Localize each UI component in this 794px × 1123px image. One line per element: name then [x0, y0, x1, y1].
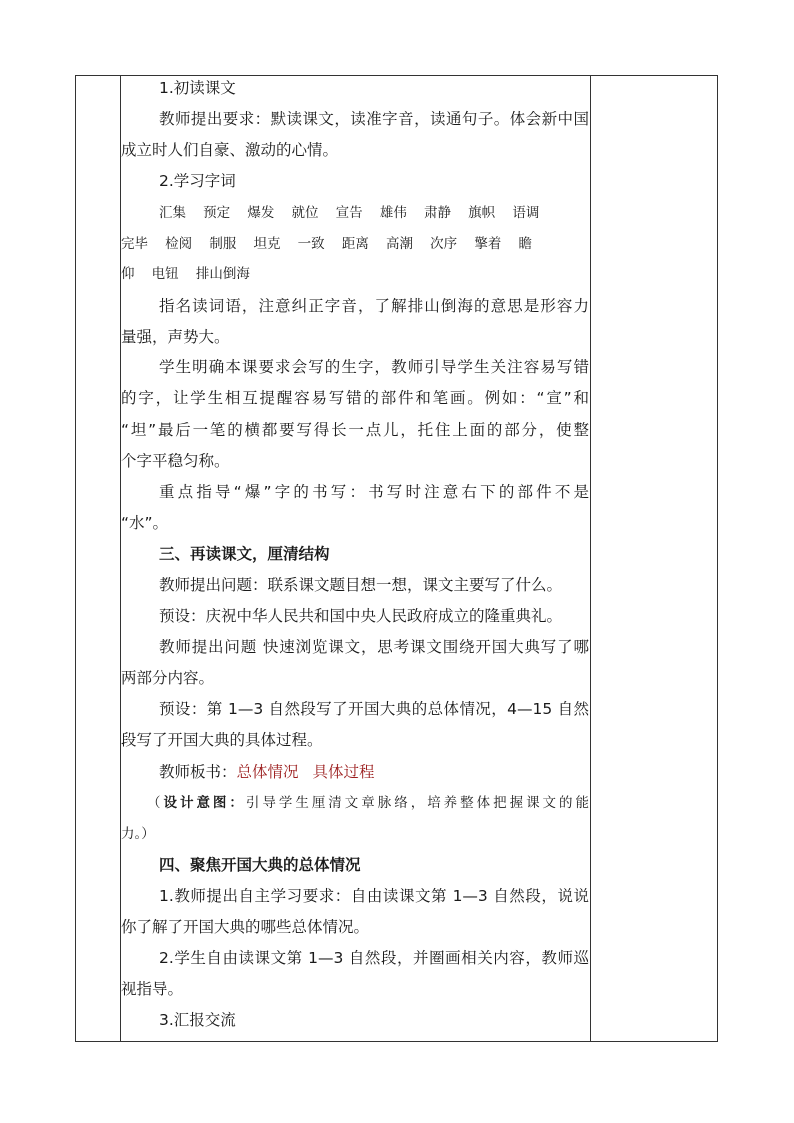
design-note-line: 力。）: [121, 826, 155, 842]
design-intent-label: 设计意图: [163, 795, 230, 811]
design-intent-text: 引导学生厘清文章脉络，培养整体把握课文的能: [245, 795, 590, 811]
design-intent-colon: ：: [229, 795, 246, 811]
board-item: 具体过程: [312, 763, 375, 781]
step-line: 2.学生自由读课文第 1—3 自然段，并圈画相关内容，教师巡: [159, 949, 589, 967]
vocabulary-row: 仰 电钮 排山倒海: [121, 266, 250, 282]
section-heading-first-reading: 1.初读课文: [159, 79, 236, 97]
vocabulary-row: 完毕 检阅 制服 坦克 一致 距离 高潮 次序 擎着 瞻: [121, 236, 532, 252]
board-writing-line: [121, 762, 589, 782]
paragraph-line: “坦”最后一笔的横都要写得长一点儿，托住上面的部分，使整: [121, 421, 589, 439]
paragraph-line: “水”。: [121, 514, 169, 532]
step-line: 3.汇报交流: [159, 1011, 236, 1029]
step-line: 视指导。: [121, 980, 184, 998]
vocabulary-row: 汇集 预定 爆发 就位 宣告 雄伟 肃静 旗帜 语调: [159, 205, 540, 221]
design-note-line: [121, 793, 589, 813]
note-open-paren: （: [147, 795, 164, 811]
board-label: 教师板书：: [159, 763, 237, 781]
paragraph-line: 成立时人们自豪、激动的心情。: [121, 141, 339, 159]
step-line: 你了解了开国大典的哪些总体情况。: [121, 918, 370, 936]
paragraph-line: 教师提出要求：默读课文，读准字音，读通句子。体会新中国: [159, 110, 589, 128]
column-divider-right: [590, 76, 591, 1041]
section-heading-overview: 四、聚焦开国大典的总体情况: [159, 856, 361, 874]
paragraph-line: 教师提出问题 快速浏览课文，思考课文围绕开国大典写了哪: [159, 638, 589, 656]
board-item: 总体情况: [236, 763, 299, 781]
paragraph-line: 个字平稳匀称。: [121, 452, 230, 470]
step-line: 1.教师提出自主学习要求：自由读课文第 1—3 自然段，说说: [159, 887, 589, 905]
paragraph-line: 指名读词语，注意纠正字音，了解排山倒海的意思是形容力: [159, 297, 589, 315]
paragraph-line: 量强，声势大。: [121, 328, 230, 346]
section-heading-structure: 三、再读课文，厘清结构: [159, 545, 330, 563]
paragraph-line: 预设：第 1—3 自然段写了开国大典的总体情况，4—15 自然: [159, 700, 589, 718]
paragraph-line: 预设：庆祝中华人民共和国中央人民政府成立的隆重典礼。: [159, 607, 563, 625]
paragraph-line: 重点指导“爆”字的书写：书写时注意右下的部件不是: [159, 483, 589, 501]
paragraph-line: 学生明确本课要求会写的生字，教师引导学生关注容易写错: [159, 358, 589, 376]
paragraph-line: 的字，让学生相互提醒容易写错的部件和笔画。例如：“宣”和: [121, 389, 589, 407]
paragraph-line: 教师提出问题：联系课文题目想一想，课文主要写了什么。: [159, 576, 563, 594]
paragraph-line: 两部分内容。: [121, 669, 215, 687]
paragraph-line: 段写了开国大典的具体过程。: [121, 731, 323, 749]
section-heading-vocabulary: 2.学习字词: [159, 172, 236, 190]
